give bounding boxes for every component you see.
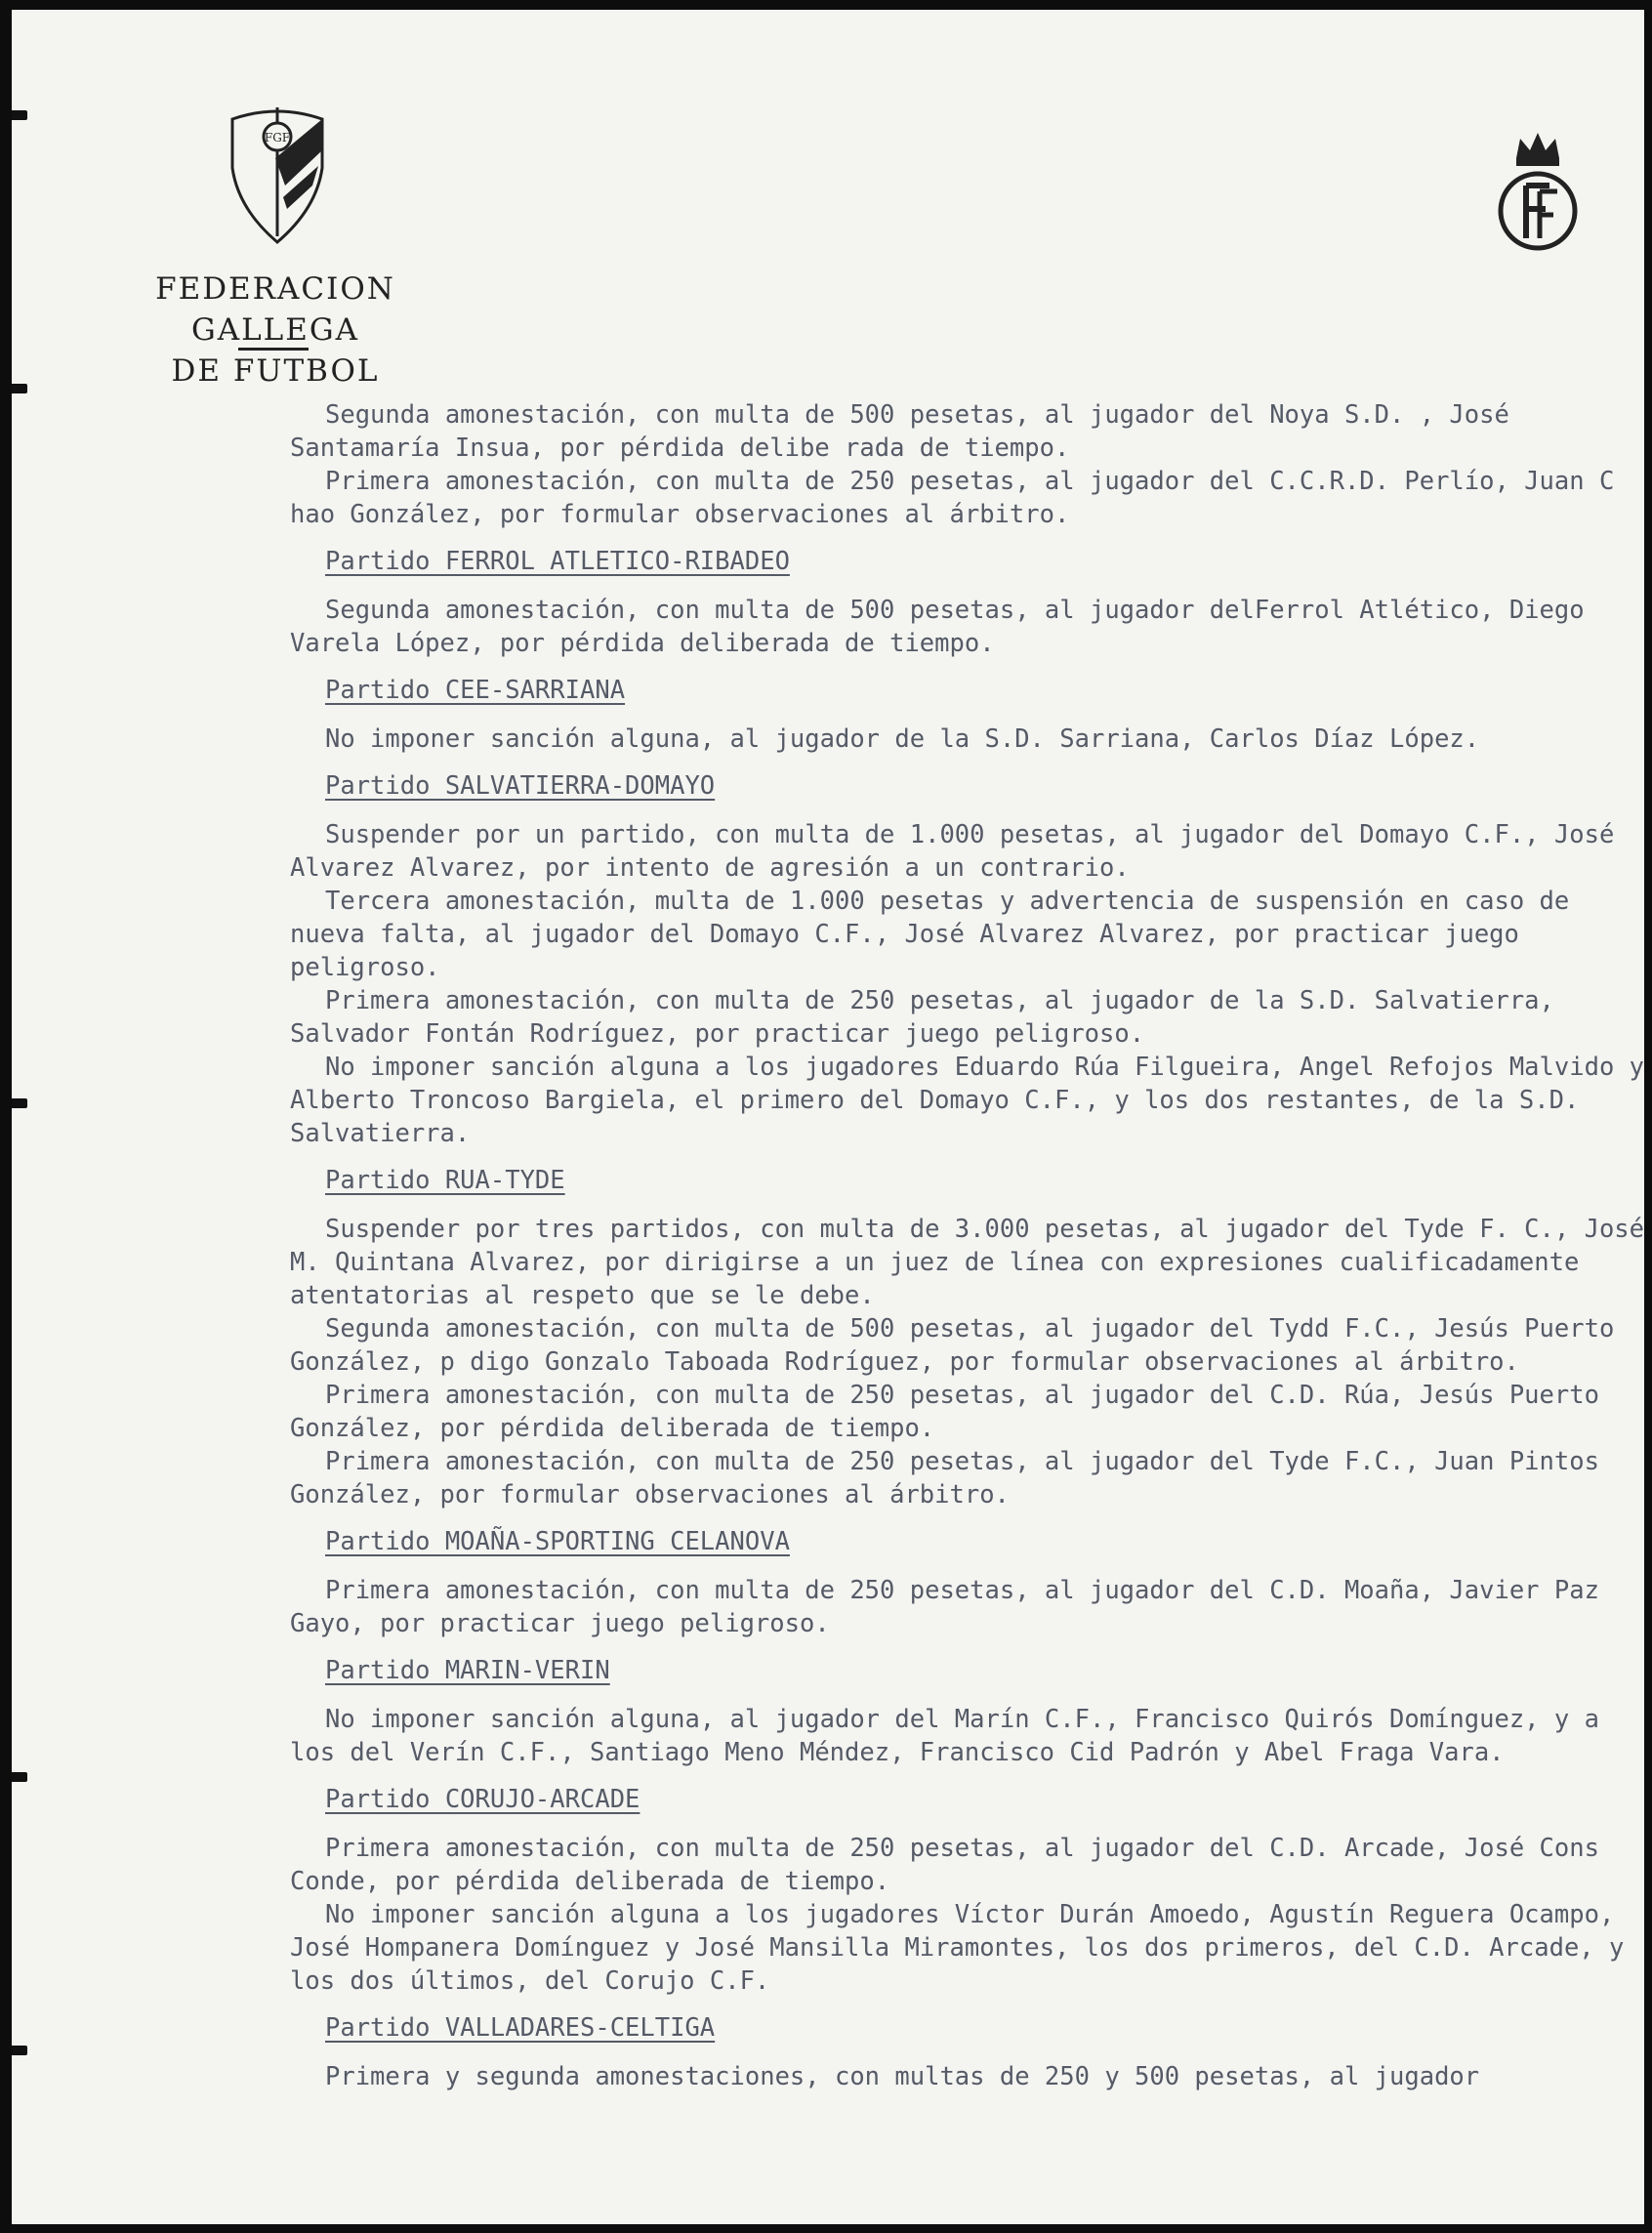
sanction-paragraph: Primera y segunda amonestaciones, con multas de 250 y 500 pesetas, al jugador [325,2062,1480,2091]
sanction-paragraph: No imponer sanción alguna, al jugador de la S.D. Sarriana, Carlos Díaz López. [325,724,1480,754]
match-heading: Partido MOAÑA-SPORTING CELANOVA [325,1527,790,1556]
sanction-paragraph: No imponer sanción alguna a los jugadores Víctor Durán Amoedo, Agustín Reguera Ocampo, José Hompanera Domínguez y José Mansilla Miramontes, los dos primeros, del C.D. Arcade, y los dos últimos, del Corujo C.F. [290,1900,1625,1996]
letterhead-line-1: FEDERACION GALLEGA [155,271,395,348]
sanction-paragraph: Suspender por un partido, con multa de 1.000 pesetas, al jugador del Domayo C.F., José Alvarez Alvarez, por intento de agresión a un contrario. [290,820,1615,883]
letterhead-rule [238,348,309,351]
sanction-paragraph: Primera amonestación, con multa de 250 pesetas, al jugador del C.D. Moaña, Javier Paz Gayo, por practicar juego peligroso. [290,1576,1599,1638]
sanction-paragraph: No imponer sanción alguna, al jugador del Marín C.F., Francisco Quirós Domínguez, y a los del Verín C.F., Santiago Meno Méndez, Francisco Cid Padrón y Abel Fraga Vara. [290,1705,1599,1767]
sanction-paragraph: Primera amonestación, con multa de 250 pesetas, al jugador del Tyde F.C., Juan Pintos González, por formular observaciones al árbitro. [290,1447,1599,1509]
sanction-paragraph: Segunda amonestación, con multa de 500 pesetas, al jugador del Tydd F.C., Jesús Puerto González, p digo Gonzalo Taboada Rodríguez, por formular observaciones al árbitro. [290,1314,1615,1377]
sanction-paragraph: Primera amonestación, con multa de 250 pesetas, al jugador del C.D. Rúa, Jesús Puerto González, por pérdida deliberada de tiempo. [290,1381,1599,1443]
match-heading: Partido MARIN-VERIN [325,1656,610,1685]
federation-shield-icon [228,100,326,246]
sanction-paragraph: No imponer sanción alguna a los jugadores Eduardo Rúa Filgueira, Angel Refojos Malvido y Alberto Troncoso Bargiela, el primero del Domayo C.F., y los dos restantes, de la S.D. Salvatierra. [290,1053,1644,1148]
match-heading: Partido CEE-SARRIANA [325,676,626,705]
sanction-paragraph: Suspender por tres partidos, con multa de 3.000 pesetas, al jugador del Tyde F. C., José M. Quintana Alvarez, por dirigirse a un juez de línea con expresiones cualificadamente atentatorias al respeto que se le debe. [290,1215,1644,1310]
match-heading: Partido SALVATIERRA-DOMAYO [325,771,716,801]
match-heading: Partido CORUJO-ARCADE [325,1785,640,1814]
sanction-paragraph: Segunda amonestación, con multa de 500 pesetas, al jugador del Noya S.D. , José Santamaría Insua, por pérdida delibe rada de tiempo. [290,400,1509,463]
match-heading: Partido RUA-TYDE [325,1166,565,1195]
binder-punch-holes [12,10,41,2224]
sanction-paragraph: Primera amonestación, con multa de 250 pesetas, al jugador del C.D. Arcade, José Cons Conde, por pérdida deliberada de tiempo. [290,1834,1599,1896]
letterhead [70,269,480,392]
letterhead-line-2: DE FUTBOL [171,353,380,389]
sanction-paragraph: Primera amonestación, con multa de 250 pesetas, al jugador de la S.D. Salvatierra, Salvador Fontán Rodríguez, por practicar juego peligroso. [290,986,1554,1049]
match-heading: Partido VALLADARES-CELTIGA [325,2013,716,2043]
sanction-paragraph: Segunda amonestación, con multa de 500 pesetas, al jugador delFerrol Atlético, Diego Varela López, por pérdida deliberada de tiempo. [290,596,1585,658]
document-page [12,10,1644,2224]
svg-text:FGF: FGF [264,131,291,145]
rfef-crown-crest-icon [1491,129,1585,254]
resolution-body [290,398,1644,2093]
sanction-paragraph: Primera amonestación, con multa de 250 pesetas, al jugador del C.C.R.D. Perlío, Juan C hao González, por formular observaciones al árbitro. [290,467,1615,529]
sanction-paragraph: Tercera amonestación, multa de 1.000 pesetas y advertencia de suspensión en caso de nueva falta, al jugador del Domayo C.F., José Alvarez Alvarez, por practicar juego peligroso. [290,887,1570,982]
match-heading: Partido FERROL ATLETICO-RIBADEO [325,547,790,576]
